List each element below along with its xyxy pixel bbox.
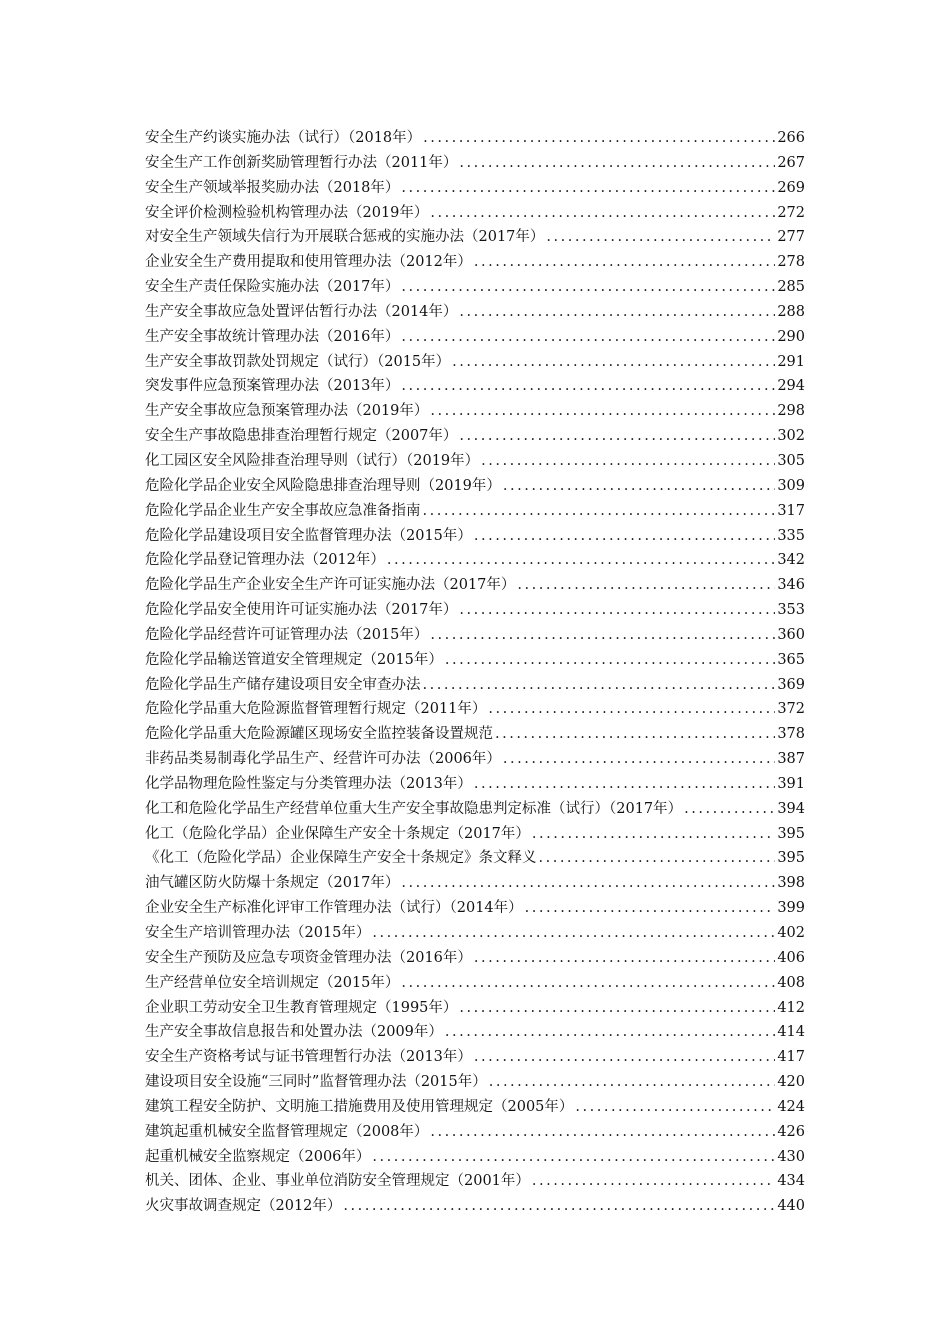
toc-entry[interactable] [145, 548, 805, 573]
toc-entry-title: 生产经营单位安全培训规定（2015年） [145, 974, 400, 991]
toc-entry-title: 油气罐区防火防爆十条规定（2017年） [145, 875, 400, 892]
dot-leader [423, 673, 776, 698]
dot-leader [539, 846, 776, 871]
dot-leader [525, 896, 776, 921]
toc-entry-page-number: 406 [777, 949, 805, 966]
dot-leader [445, 648, 775, 673]
dot-leader [401, 275, 775, 300]
toc-entry[interactable] [145, 1120, 805, 1145]
toc-entry-title: 生产安全事故应急处置评估暂行办法（2014年） [145, 303, 458, 320]
toc-entry-title: 《化工（危险化学品）企业保障生产安全十条规定》条文释义 [145, 850, 537, 867]
toc-entry[interactable] [145, 871, 805, 896]
toc-entry-page-number: 398 [777, 875, 805, 892]
dot-leader [474, 772, 775, 797]
toc-entry-title: 危险化学品安全使用许可证实施办法（2017年） [145, 602, 458, 619]
toc-entry-title: 生产安全事故信息报告和处置办法（2009年） [145, 1024, 443, 1041]
toc-entry-page-number: 342 [777, 552, 805, 569]
toc-entry[interactable] [145, 176, 805, 201]
toc-entry-title: 建筑工程安全防护、文明施工措施费用及使用管理规定（2005年） [145, 1098, 574, 1115]
toc-entry-title: 突发事件应急预案管理办法（2013年） [145, 378, 400, 395]
toc-entry-page-number: 269 [777, 179, 805, 196]
table-of-contents [145, 126, 805, 1219]
dot-leader [423, 499, 776, 524]
toc-entry-page-number: 285 [777, 279, 805, 296]
toc-entry[interactable] [145, 797, 805, 822]
dot-leader [474, 524, 775, 549]
dot-leader [503, 747, 775, 772]
dot-leader [401, 374, 775, 399]
dot-leader [401, 971, 775, 996]
toc-entry[interactable] [145, 598, 805, 623]
dot-leader [459, 151, 775, 176]
toc-entry-title: 化学品物理危险性鉴定与分类管理办法（2013年） [145, 775, 472, 792]
dot-leader [452, 350, 775, 375]
dot-leader [532, 822, 775, 847]
toc-entry-page-number: 440 [777, 1198, 805, 1215]
dot-leader [459, 598, 775, 623]
toc-entry-page-number: 408 [777, 974, 805, 991]
toc-entry[interactable] [145, 896, 805, 921]
toc-entry[interactable] [145, 1194, 805, 1219]
dot-leader [430, 1120, 775, 1145]
toc-entry[interactable] [145, 747, 805, 772]
toc-entry-page-number: 395 [777, 825, 805, 842]
toc-entry-page-number: 302 [777, 428, 805, 445]
dot-leader [387, 548, 775, 573]
toc-entry-page-number: 267 [777, 154, 805, 171]
toc-entry[interactable] [145, 1169, 805, 1194]
toc-entry-title: 危险化学品建设项目安全监督管理办法（2015年） [145, 527, 472, 544]
dot-leader [488, 697, 775, 722]
toc-entry[interactable] [145, 350, 805, 375]
dot-leader [430, 623, 775, 648]
dot-leader [445, 1020, 775, 1045]
toc-entry-title: 安全生产资格考试与证书管理暂行办法（2013年） [145, 1049, 472, 1066]
toc-entry[interactable] [145, 474, 805, 499]
toc-entry-title: 对安全生产领域失信行为开展联合惩戒的实施办法（2017年） [145, 229, 545, 246]
toc-entry-title: 起重机械安全监察规定（2006年） [145, 1148, 371, 1165]
toc-entry-page-number: 417 [777, 1049, 805, 1066]
toc-entry-title: 生产安全事故统计管理办法（2016年） [145, 328, 400, 345]
toc-entry[interactable] [145, 697, 805, 722]
toc-entry-page-number: 277 [777, 229, 805, 246]
dot-leader [372, 1145, 775, 1170]
toc-entry-page-number: 365 [777, 651, 805, 668]
toc-entry-page-number: 346 [777, 577, 805, 594]
toc-entry-title: 建筑起重机械安全监督管理规定（2008年） [145, 1123, 429, 1140]
toc-entry-title: 危险化学品重大危险源监督管理暂行规定（2011年） [145, 701, 487, 718]
toc-entry[interactable] [145, 921, 805, 946]
toc-entry-title: 危险化学品输送管道安全管理规定（2015年） [145, 651, 443, 668]
toc-entry-title: 安全生产责任保险实施办法（2017年） [145, 279, 400, 296]
toc-entry[interactable] [145, 648, 805, 673]
dot-leader [430, 201, 775, 226]
toc-entry[interactable] [145, 822, 805, 847]
toc-entry-title: 生产安全事故应急预案管理办法（2019年） [145, 403, 429, 420]
dot-leader [459, 996, 775, 1021]
toc-entry-page-number: 353 [777, 602, 805, 619]
toc-entry-title: 建设项目安全设施“三同时”监督管理办法（2015年） [145, 1074, 487, 1091]
toc-entry[interactable] [145, 971, 805, 996]
toc-entry[interactable] [145, 623, 805, 648]
toc-entry-page-number: 294 [777, 378, 805, 395]
toc-entry-title: 危险化学品经营许可证管理办法（2015年） [145, 626, 429, 643]
dot-leader [474, 250, 775, 275]
toc-entry-page-number: 387 [777, 751, 805, 768]
toc-entry-page-number: 272 [777, 204, 805, 221]
dot-leader [495, 722, 775, 747]
dot-leader [503, 474, 775, 499]
toc-entry[interactable] [145, 424, 805, 449]
toc-entry-page-number: 298 [777, 403, 805, 420]
toc-entry[interactable] [145, 1145, 805, 1170]
dot-leader [532, 1169, 775, 1194]
toc-entry[interactable] [145, 673, 805, 698]
toc-entry-title: 安全生产事故隐患排查治理暂行规定（2007年） [145, 428, 458, 445]
toc-entry[interactable] [145, 1095, 805, 1120]
toc-entry[interactable] [145, 573, 805, 598]
dot-leader [401, 176, 775, 201]
toc-entry[interactable] [145, 772, 805, 797]
toc-entry[interactable] [145, 325, 805, 350]
toc-entry-page-number: 309 [777, 477, 805, 494]
toc-entry-title: 安全生产培训管理办法（2015年） [145, 925, 371, 941]
toc-entry[interactable] [145, 126, 805, 151]
toc-entry-page-number: 426 [777, 1123, 805, 1140]
toc-entry-title: 企业安全生产费用提取和使用管理办法（2012年） [145, 254, 472, 271]
toc-entry[interactable] [145, 449, 805, 474]
toc-entry-title: 火灾事故调查规定（2012年） [145, 1198, 342, 1215]
toc-entry[interactable] [145, 524, 805, 549]
toc-entry-page-number: 399 [777, 900, 805, 917]
toc-entry-page-number: 278 [777, 254, 805, 271]
toc-entry-page-number: 288 [777, 303, 805, 320]
toc-entry-page-number: 434 [777, 1173, 805, 1190]
dot-leader [489, 1070, 776, 1095]
toc-entry-title: 安全评价检测检验机构管理办法（2019年） [145, 204, 429, 221]
toc-entry[interactable] [145, 374, 805, 399]
toc-entry[interactable] [145, 846, 805, 871]
toc-entry-title: 安全生产预防及应急专项资金管理办法（2016年） [145, 949, 472, 966]
toc-entry[interactable] [145, 250, 805, 275]
toc-entry-title: 危险化学品企业生产安全事故应急准备指南 [145, 502, 421, 519]
toc-entry-page-number: 369 [777, 676, 805, 693]
toc-entry-page-number: 391 [777, 775, 805, 792]
toc-entry-page-number: 412 [777, 999, 805, 1016]
toc-entry-page-number: 424 [777, 1098, 805, 1115]
toc-entry-title: 生产安全事故罚款处罚规定（试行）（2015年） [145, 353, 451, 370]
toc-entry-title: 危险化学品生产企业安全生产许可证实施办法（2017年） [145, 577, 516, 594]
dot-leader [517, 573, 775, 598]
toc-entry[interactable] [145, 499, 805, 524]
toc-entry-page-number: 335 [777, 527, 805, 544]
toc-entry-title: 危险化学品重大危险源罐区现场安全监控装备设置规范 [145, 726, 493, 743]
toc-entry-title: 机关、团体、企业、事业单位消防安全管理规定（2001年） [145, 1173, 530, 1190]
toc-entry-page-number: 266 [777, 130, 805, 146]
toc-entry-title: 化工园区安全风险排查治理导则（试行）（2019年） [145, 452, 480, 469]
toc-entry[interactable] [145, 151, 805, 176]
toc-entry[interactable] [145, 722, 805, 747]
toc-entry-page-number: 360 [777, 626, 805, 643]
toc-entry-title: 化工和危险化学品生产经营单位重大生产安全事故隐患判定标准（试行）（2017年） [145, 800, 683, 817]
toc-entry-page-number: 394 [777, 800, 805, 817]
toc-entry-page-number: 395 [777, 850, 805, 867]
dot-leader [474, 946, 775, 971]
toc-entry[interactable] [145, 275, 805, 300]
toc-entry-title: 化工（危险化学品）企业保障生产安全十条规定（2017年） [145, 825, 530, 842]
toc-entry-title: 安全生产领域举报奖励办法（2018年） [145, 179, 400, 196]
toc-entry-page-number: 305 [777, 452, 805, 469]
toc-entry[interactable] [145, 1045, 805, 1070]
dot-leader [401, 325, 775, 350]
toc-entry-page-number: 291 [777, 353, 805, 370]
toc-entry-title: 企业职工劳动安全卫生教育管理规定（1995年） [145, 999, 458, 1016]
dot-leader [401, 871, 775, 896]
dot-leader [474, 1045, 775, 1070]
toc-entry-page-number: 372 [777, 701, 805, 718]
toc-entry-page-number: 402 [777, 925, 805, 941]
dot-leader [459, 300, 775, 325]
dot-leader [372, 921, 775, 946]
toc-entry[interactable] [145, 1020, 805, 1045]
toc-entry-title: 安全生产约谈实施办法（试行）（2018年） [145, 130, 422, 146]
toc-entry-title: 安全生产工作创新奖励管理暂行办法（2011年） [145, 154, 458, 171]
toc-entry-title: 危险化学品企业安全风险隐患排查治理导则（2019年） [145, 477, 501, 494]
toc-entry[interactable] [145, 1070, 805, 1095]
dot-leader [343, 1194, 775, 1219]
dot-leader [423, 126, 775, 151]
toc-entry-page-number: 430 [777, 1148, 805, 1165]
dot-leader [546, 225, 775, 250]
toc-entry[interactable] [145, 225, 805, 250]
toc-entry[interactable] [145, 399, 805, 424]
toc-entry[interactable] [145, 996, 805, 1021]
toc-entry[interactable] [145, 201, 805, 226]
toc-entry-page-number: 420 [777, 1074, 805, 1091]
toc-entry-page-number: 414 [777, 1024, 805, 1041]
toc-entry-page-number: 290 [777, 328, 805, 345]
toc-entry-title: 危险化学品登记管理办法（2012年） [145, 552, 385, 569]
dot-leader [459, 424, 775, 449]
dot-leader [684, 797, 775, 822]
toc-entry-title: 非药品类易制毒化学品生产、经营许可办法（2006年） [145, 751, 501, 768]
toc-entry-title: 企业安全生产标准化评审工作管理办法（试行）（2014年） [145, 900, 523, 917]
toc-entry-page-number: 317 [777, 502, 805, 519]
dot-leader [575, 1095, 775, 1120]
dot-leader [481, 449, 775, 474]
toc-entry[interactable] [145, 300, 805, 325]
toc-entry-page-number: 378 [777, 726, 805, 743]
dot-leader [430, 399, 775, 424]
toc-entry-title: 危险化学品生产储存建设项目安全审查办法 [145, 676, 421, 693]
toc-entry[interactable] [145, 946, 805, 971]
